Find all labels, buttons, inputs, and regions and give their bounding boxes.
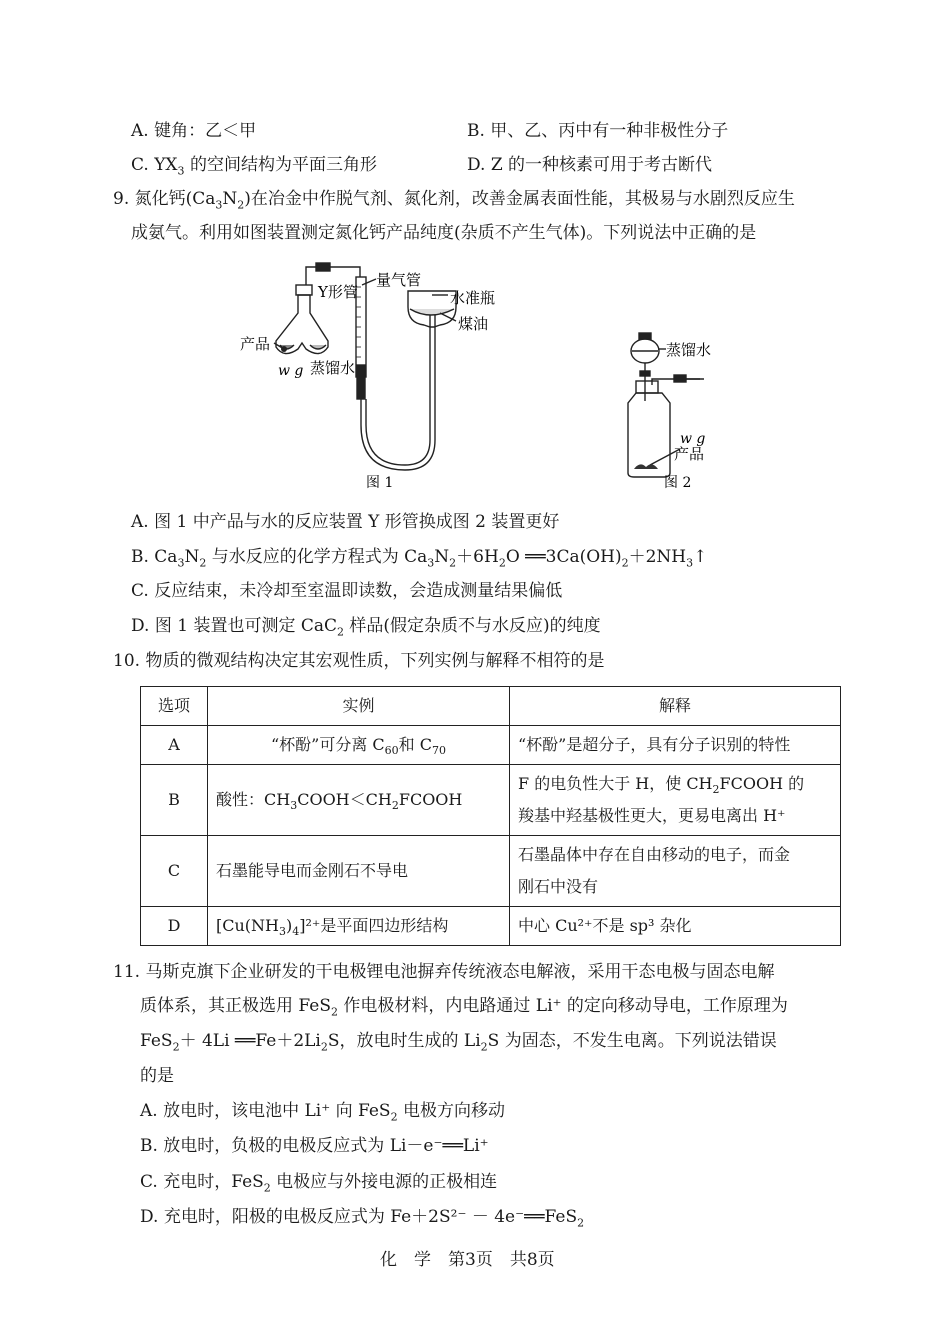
fig1-label-level-bottle: 水准瓶 bbox=[450, 289, 496, 307]
row-c-explanation: 石墨晶体中存在自由移动的电子，而金 刚石中没有 bbox=[510, 836, 841, 907]
q11-stem-line1: 11. 马斯克旗下企业研发的干电极锂电池摒弃传统液态电解液，采用干态电极与固态电解 bbox=[113, 962, 775, 982]
q9-option-a: A. 图 1 中产品与水的反应装置 Y 形管换成图 2 装置更好 bbox=[131, 512, 560, 532]
table-row bbox=[141, 687, 841, 726]
header-option: 选项 bbox=[141, 687, 208, 726]
row-d-option: D bbox=[141, 907, 208, 946]
table-row bbox=[141, 907, 841, 946]
q8-option-b: B. 甲、乙、丙中有一种非极性分子 bbox=[467, 121, 729, 141]
row-c-option: C bbox=[141, 836, 208, 907]
q11-option-d: D. 充电时，阳极的电极反应式为 Fe＋2S²⁻ － 4e⁻══FeS$_2$ bbox=[140, 1207, 585, 1230]
q9-stem-line2: 成氨气。利用如图装置测定氮化钙产品纯度(杂质不产生气体)。下列说法中正确的是 bbox=[131, 223, 757, 243]
q11-stem-line2: 质体系，其正极选用 FeS$_2$ 作电极材料，内电路通过 Li⁺ 的定向移动导电，工作原理为 bbox=[140, 996, 788, 1019]
q9-option-c: C. 反应结束，未冷却至室温即读数，会造成测量结果偏低 bbox=[131, 581, 563, 601]
table-row bbox=[141, 726, 841, 765]
q11-stem-line3: FeS$_2$＋ 4Li $══Fe+2Li_2S$，放电时生成的 $Li_2S$ 为固态，不发生电离。下列说法错误 bbox=[140, 1031, 777, 1054]
header-example: 实例 bbox=[208, 687, 510, 726]
q11-option-b: B. 放电时，负极的电极反应式为 Li－e⁻══Li⁺ bbox=[140, 1136, 489, 1156]
fig1-label-gas-tube: 量气管 bbox=[376, 271, 422, 289]
q9-option-b: B. $Ca_3N_2$ 与水反应的化学方程式为 $Ca_3N_2+6H_2O$ $══3Ca(OH)_2+2NH_3↑$ bbox=[131, 547, 708, 570]
q9-option-d: D. 图 1 装置也可测定 CaC$_2$ 样品(假定杂质不与水反应)的纯度 bbox=[131, 616, 601, 639]
fig1-label-kerosene: 煤油 bbox=[458, 315, 489, 333]
fig1-label-water: 蒸馏水 bbox=[310, 359, 356, 377]
row-a-option: A bbox=[141, 726, 208, 765]
fig2-label-wg: w g bbox=[680, 431, 706, 447]
fig1-label-wg: w g bbox=[278, 363, 304, 379]
q11-stem-line4: 的是 bbox=[140, 1066, 174, 1086]
fig2-caption: 图 2 bbox=[664, 475, 692, 491]
header-explanation: 解释 bbox=[510, 687, 841, 726]
q9-stem-line1: 9. 氮化钙$(Ca_3N_2)$在冶金中作脱气剂、氮化剂，改善金属表面性能，其极易与水剧烈反应生 bbox=[113, 189, 795, 212]
row-c-example: 石墨能导电而金刚石不导电 bbox=[208, 836, 510, 907]
table-row bbox=[141, 836, 841, 907]
q8-option-d: D. Z 的一种核素可用于考古断代 bbox=[467, 155, 713, 175]
figure-2-apparatus bbox=[600, 325, 750, 495]
row-b-explanation: F 的电负性大于 H，使 $CH_2FCOOH$ 的 羧基中羟基极性更大，更易电离出 H⁺ bbox=[510, 765, 841, 836]
row-b-example: 酸性：$CH_3COOH<CH_2FCOOH$ bbox=[208, 765, 510, 836]
fig2-label-water: 蒸馏水 bbox=[666, 341, 712, 359]
page-footer: 化 学 第3页 共8页 bbox=[380, 1250, 555, 1270]
q10-stem: 10. 物质的微观结构决定其宏观性质，下列实例与解释不相符的是 bbox=[113, 651, 605, 671]
row-b-option: B bbox=[141, 765, 208, 836]
fig1-caption: 图 1 bbox=[366, 475, 394, 491]
row-a-example: “杯酚”可分离 $C_{60}$和 $C_{70}$ bbox=[208, 726, 510, 765]
fig1-label-product: 产品 bbox=[240, 335, 271, 353]
fig1-label-y-tube: Y形管 bbox=[318, 283, 358, 301]
row-d-example: $[Cu(NH_3)_4]^{2+}$是平面四边形结构 bbox=[208, 907, 510, 946]
fig2-label-product: 产品 bbox=[674, 445, 705, 463]
q8-option-c: C. $YX_3$ 的空间结构为平面三角形 bbox=[131, 155, 377, 178]
q10-table bbox=[140, 686, 841, 946]
q8-option-a: A. 键角：乙＜甲 bbox=[131, 121, 257, 141]
figure-1-apparatus bbox=[230, 255, 520, 495]
row-a-explanation: “杯酚”是超分子，具有分子识别的特性 bbox=[510, 726, 841, 765]
table-row bbox=[141, 765, 841, 836]
q11-option-c: C. 充电时，FeS$_2$ 电极应与外接电源的正极相连 bbox=[140, 1172, 498, 1195]
q11-option-a: A. 放电时，该电池中 Li⁺ 向 FeS$_2$ 电极方向移动 bbox=[140, 1101, 505, 1124]
row-d-explanation: 中心 Cu²⁺不是 sp³ 杂化 bbox=[510, 907, 841, 946]
